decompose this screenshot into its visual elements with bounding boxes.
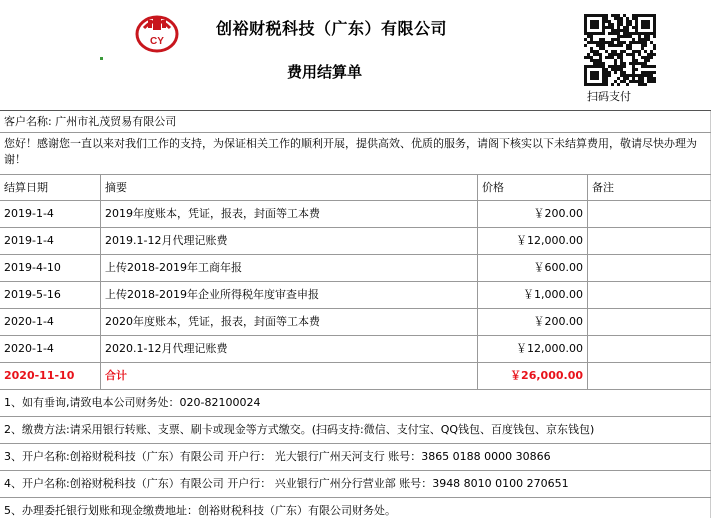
company-logo <box>134 10 180 54</box>
row-desc: 上传2018-2019年工商年报 <box>101 255 478 281</box>
row-price: ￥1,000.00 <box>478 282 588 308</box>
qr-pay-label: 扫码支付 <box>587 90 631 103</box>
table-row <box>0 336 711 363</box>
row-date: 2020-1-4 <box>0 336 101 362</box>
table-row <box>0 309 711 336</box>
table-row <box>0 228 711 255</box>
row-date: 2019-1-4 <box>0 228 101 254</box>
total-note <box>588 363 711 389</box>
row-note <box>588 336 711 362</box>
total-label: 合计 <box>101 363 478 389</box>
total-row <box>0 363 711 390</box>
row-date: 2019-4-10 <box>0 255 101 281</box>
header-date: 结算日期 <box>0 175 101 200</box>
customer-row <box>0 111 711 133</box>
settlement-sheet <box>0 110 711 525</box>
table-row <box>0 201 711 228</box>
row-note <box>588 255 711 281</box>
row-price: ￥200.00 <box>478 201 588 227</box>
header-desc: 摘要 <box>101 175 478 200</box>
table-row <box>0 255 711 282</box>
document-title: 费用结算单 <box>287 63 363 81</box>
company-name: 创裕财税科技（广东）有限公司 <box>216 19 448 38</box>
row-desc: 上传2018-2019年企业所得税年度审查申报 <box>101 282 478 308</box>
row-desc: 2019年度账本，凭证，报表，封面等工本费 <box>101 201 478 227</box>
row-note <box>588 282 711 308</box>
row-desc: 2020.1-12月代理记账费 <box>101 336 478 362</box>
customer-name: 广州市礼茂贸易有限公司 <box>55 115 177 128</box>
row-date: 2019-1-4 <box>0 201 101 227</box>
row-desc: 2020年度账本，凭证，报表，封面等工本费 <box>101 309 478 335</box>
logo-letters: CY <box>150 36 164 47</box>
row-note <box>588 201 711 227</box>
note-payment-method: 2、缴费方法:请采用银行转账、支票、刷卡或现金等方式缴交。(扫码支持:微信、支付宝、QQ钱包、百度钱包、京东钱包) <box>0 417 711 444</box>
row-price: ￥12,000.00 <box>478 228 588 254</box>
note-address: 5、办理委托银行划账和现金缴费地址：创裕财税科技（广东）有限公司财务处。 <box>4 504 396 517</box>
row-price: ￥600.00 <box>478 255 588 281</box>
table-header <box>0 175 711 201</box>
row-date: 2019-5-16 <box>0 282 101 308</box>
note-bank-account-1: 3、开户名称:创裕财税科技（广东）有限公司 开户行： 光大银行广州天河支行 账号：3865 0188 0000 30866 <box>0 444 711 471</box>
customer-label: 客户名称: <box>4 115 52 128</box>
note-contact: 1、如有垂询,请致电本公司财务处：020-82100024 <box>0 390 711 417</box>
qr-code-icon[interactable] <box>584 14 656 86</box>
row-note <box>588 309 711 335</box>
note-bank-account-2: 4、开户名称:创裕财税科技（广东）有限公司 开户行： 兴业银行广州分行营业部 账号：3948 8010 0100 270651 <box>0 471 711 498</box>
header-note: 备注 <box>592 181 614 194</box>
row-note <box>588 228 711 254</box>
table-row <box>0 282 711 309</box>
row-date: 2020-1-4 <box>0 309 101 335</box>
row-price: ￥12,000.00 <box>478 336 588 362</box>
total-date: 2020-11-10 <box>0 363 101 389</box>
row-desc: 2019.1-12月代理记账费 <box>101 228 478 254</box>
total-price: ￥26,000.00 <box>478 363 588 389</box>
green-marker <box>100 57 103 60</box>
header-price: 价格 <box>478 175 588 200</box>
row-price: ￥200.00 <box>478 309 588 335</box>
greeting-text: 您好！感谢您一直以来对我们工作的支持，为保证相关工作的顺利开展，提供高效、优质的服务，请阁下核实以下未结算费用，敬请尽快办理为谢！ <box>0 133 711 175</box>
